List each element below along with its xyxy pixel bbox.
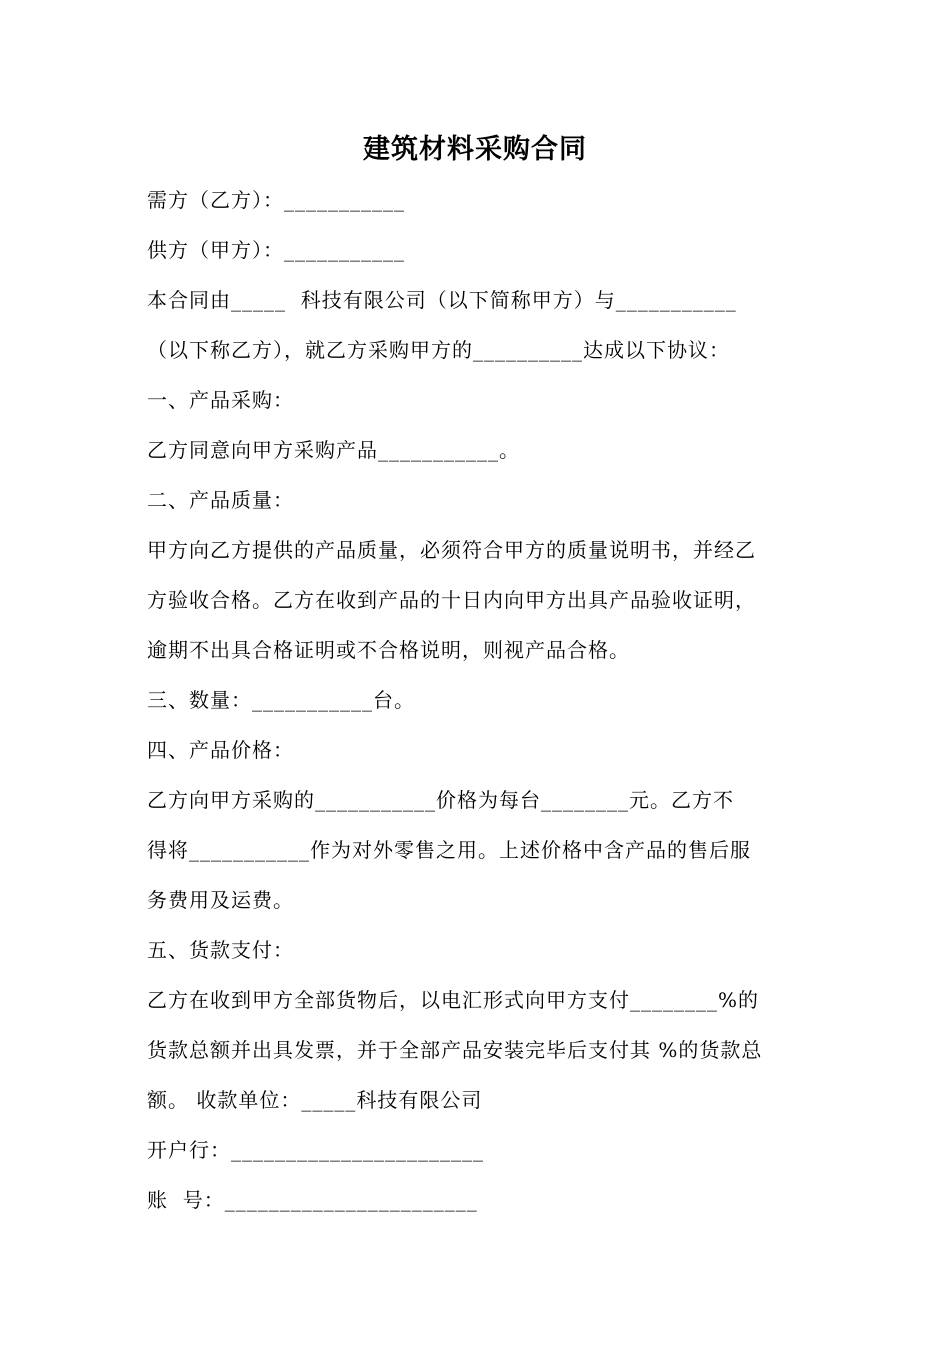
paragraph-line: 务费用及运费。: [147, 888, 294, 912]
account-line: 账 号：_______________________: [147, 1188, 478, 1212]
supply-party-line: 供方（甲方）：___________: [147, 238, 405, 262]
section-heading: 三、数量：___________台。: [147, 688, 415, 712]
section-heading: 二、产品质量：: [147, 488, 294, 512]
paragraph-line: 乙方在收到甲方全部货物后，以电汇形式向甲方支付________%的: [147, 988, 760, 1012]
bank-line: 开户行：_______________________: [147, 1138, 484, 1162]
payee-line: 额。 收款单位：_____科技有限公司: [147, 1088, 483, 1112]
section-heading: 一、产品采购：: [147, 388, 294, 412]
paragraph-line: 逾期不出具合格证明或不合格说明，则视产品合格。: [147, 638, 630, 662]
paragraph-line: 货款总额并出具发票，并于全部产品安装完毕后支付其 %的货款总: [147, 1038, 763, 1062]
paragraph-line: 甲方向乙方提供的产品质量，必须符合甲方的质量说明书，并经乙: [147, 538, 756, 562]
section-heading: 五、货款支付：: [147, 938, 294, 962]
paragraph-line: （以下称乙方），就乙方采购甲方的__________达成以下协议：: [147, 338, 730, 362]
document-title: 建筑材料采购合同: [363, 134, 587, 165]
paragraph-line: 乙方同意向甲方采购产品___________。: [147, 438, 520, 462]
paragraph-line: 方验收合格。乙方在收到产品的十日内向甲方出具产品验收证明，: [147, 588, 756, 612]
section-heading: 四、产品价格：: [147, 738, 294, 762]
demand-party-line: 需方（乙方）：___________: [147, 188, 405, 212]
paragraph-line: 乙方向甲方采购的___________价格为每台________元。乙方不: [147, 788, 734, 812]
paragraph-line: 本合同由_____ 科技有限公司（以下简称甲方）与___________: [147, 288, 737, 312]
paragraph-line: 得将___________作为对外零售之用。上述价格中含产品的售后服: [147, 838, 751, 862]
